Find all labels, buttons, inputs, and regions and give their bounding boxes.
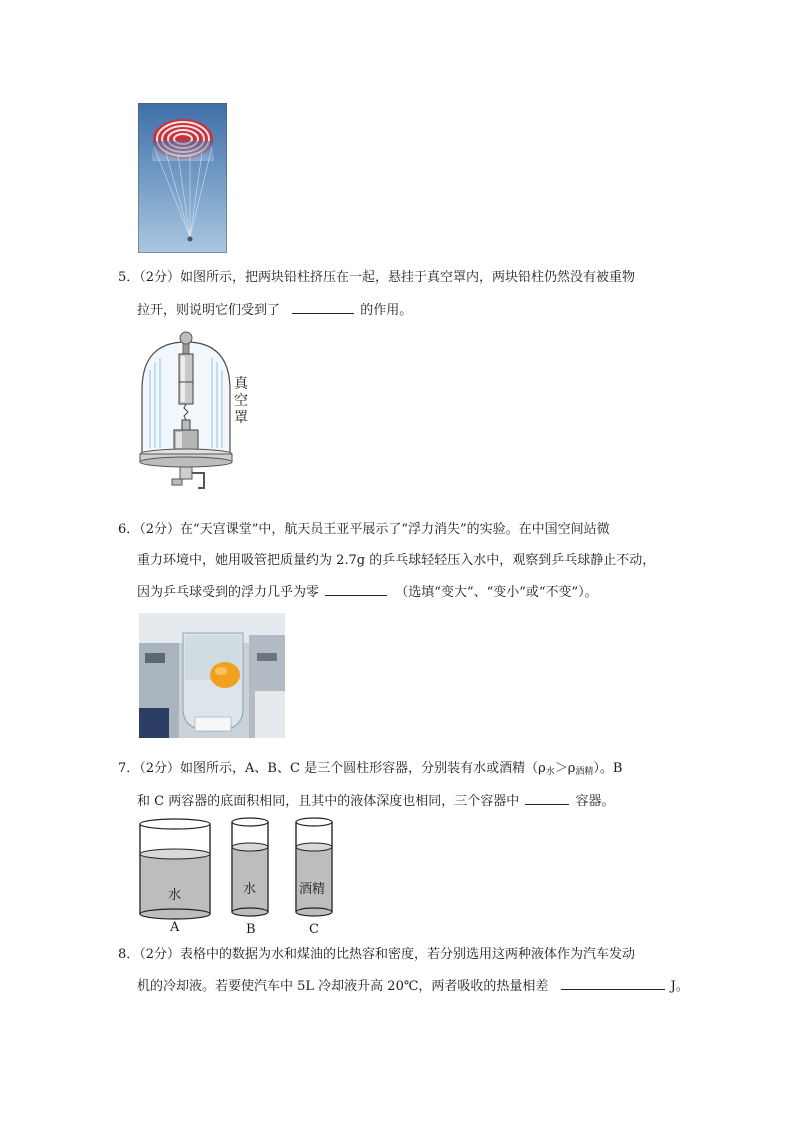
q6-line-3 bbox=[137, 581, 598, 603]
q7-gt: ＞ρ bbox=[554, 761, 576, 776]
q6-line-1: 6．（2分）在“天宫课堂”中，航天员王亚平展示了“浮力消失”的实验。在中国空间站微 bbox=[118, 522, 610, 537]
q7-sub-alcohol: 酒精 bbox=[575, 767, 594, 777]
q7-line-2 bbox=[137, 790, 615, 812]
container-c-letter: C bbox=[309, 922, 319, 937]
container-a bbox=[140, 819, 210, 919]
container-a-letter: A bbox=[170, 920, 180, 935]
container-a-liquid: 水 bbox=[168, 888, 182, 903]
q7-line-2-pre: 和 C 两容器的底面积相同，且其中的液体深度也相同，三个容器中 bbox=[137, 794, 520, 809]
q7-line-1-post: ）。B bbox=[593, 761, 623, 776]
q7-line-1 bbox=[118, 759, 622, 782]
q8-line-2-post: J。 bbox=[670, 979, 689, 994]
q7-line-1-pre: 7．（2分）如图所示，A、B、C 是三个圆柱形容器，分别装有水或酒精（ρ bbox=[118, 761, 546, 776]
q8-line-2 bbox=[137, 975, 689, 997]
container-c bbox=[296, 818, 332, 916]
vacuum-jar-diagram bbox=[138, 330, 258, 510]
q5-line-2-pre: 拉开，则说明它们受到了 bbox=[137, 303, 281, 318]
pingpong-photo bbox=[139, 613, 285, 738]
q5-answer-blank[interactable] bbox=[292, 299, 354, 314]
q7-line-2-post: 容器。 bbox=[575, 794, 615, 809]
vacuum-jar-label: 真空罩 bbox=[234, 376, 248, 426]
container-b bbox=[232, 818, 268, 916]
q6-line-2: 重力环境中，她用吸管把质量约为 2.7g 的乒乓球轻轻压入水中，观察到乒乓球静止不动， bbox=[137, 553, 656, 568]
q8-answer-blank[interactable] bbox=[561, 975, 665, 990]
containers-diagram bbox=[136, 814, 356, 940]
container-c-liquid: 酒精 bbox=[299, 882, 326, 897]
q7-sub-water: 水 bbox=[545, 767, 555, 777]
q7-answer-blank[interactable] bbox=[525, 790, 569, 805]
parachute-photo bbox=[138, 103, 227, 253]
q5-line-2 bbox=[137, 299, 412, 321]
container-b-letter: B bbox=[246, 922, 256, 937]
q6-answer-blank[interactable] bbox=[325, 581, 387, 596]
q5-line-1: 5．（2分）如图所示，把两块铅柱挤压在一起，悬挂于真空罩内，两块铅柱仍然没有被重物 bbox=[118, 270, 636, 285]
container-b-liquid: 水 bbox=[243, 882, 257, 897]
q6-line-3-pre: 因为乒乓球受到的浮力几乎为零 bbox=[137, 585, 320, 600]
q6-line-3-post: （选填“变大”、“变小”或“不变”）。 bbox=[395, 585, 598, 600]
q8-line-1: 8．（2分）表格中的数据为水和煤油的比热容和密度，若分别选用这两种液体作为汽车发动 bbox=[118, 947, 636, 962]
q8-line-2-pre: 机的冷却液。若要使汽车中 5L 冷却液升高 20℃，两者吸收的热量相差 bbox=[137, 979, 549, 994]
q5-line-2-post: 的作用。 bbox=[360, 303, 413, 318]
